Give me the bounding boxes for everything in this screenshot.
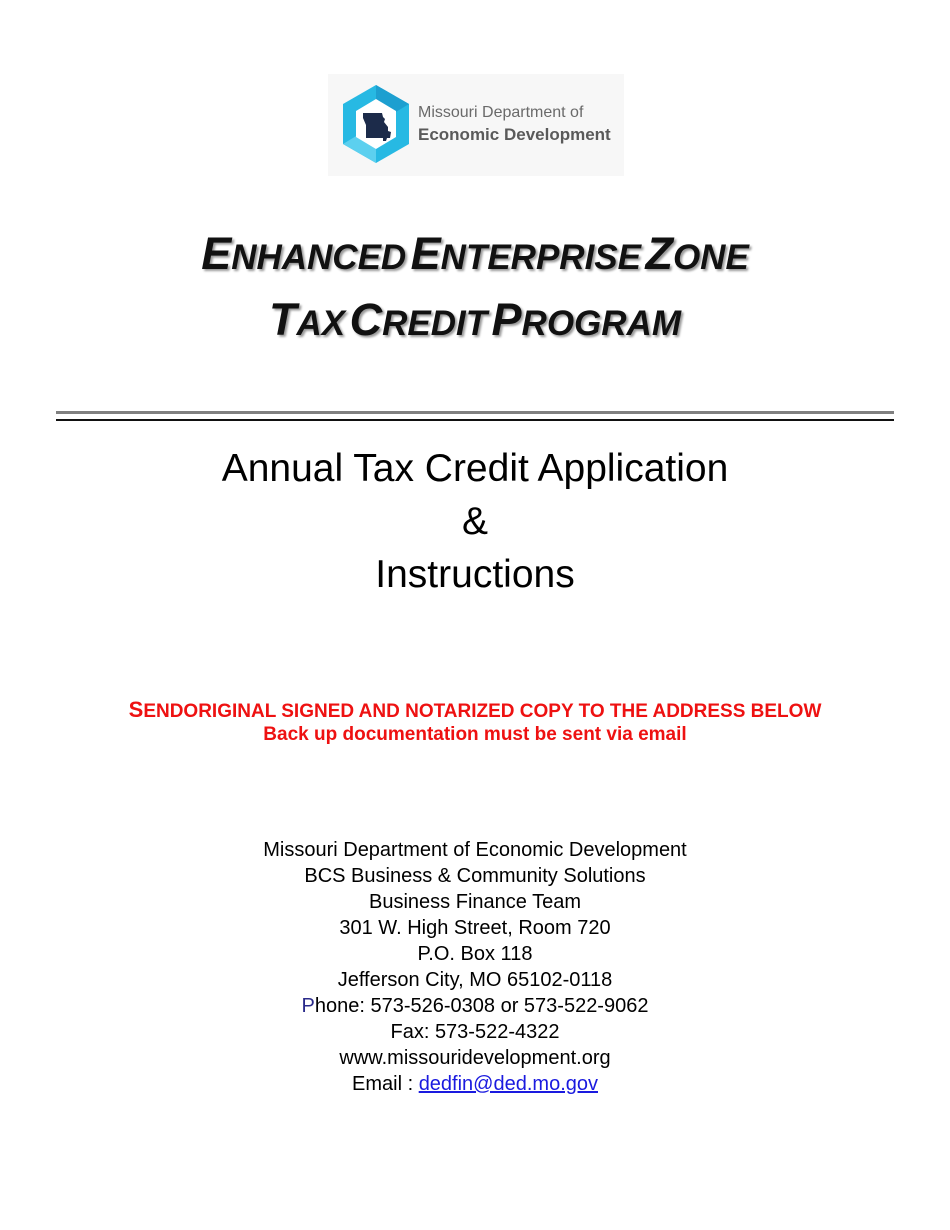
notice-send-original: SENDORIGINAL SIGNED AND NOTARIZED COPY TO THE ADDRESS BELOW	[128, 697, 822, 722]
mailing-address	[0, 837, 950, 1097]
address-website: www.missouridevelopment.org	[339, 1047, 611, 1069]
address-team: Business Finance Team	[369, 891, 581, 913]
notice-backup-email: Back up documentation must be sent via email	[263, 724, 687, 745]
program-title-line1	[0, 224, 950, 295]
address-fax: Fax: 573-522-4322	[390, 1021, 560, 1043]
title-word: ENTERPRISE	[410, 228, 641, 279]
address-city: Jefferson City, MO 65102-0118	[337, 969, 613, 991]
title-word: TAX	[269, 294, 346, 345]
address-email: Email : dedfin@ded.mo.gov	[352, 1073, 598, 1095]
email-link[interactable]: dedfin@ded.mo.gov	[418, 1073, 598, 1095]
application-title: Annual Tax Credit Application	[221, 447, 729, 490]
title-word: CREDIT	[349, 294, 488, 345]
divider-black	[56, 419, 894, 421]
application-instructions: Instructions	[375, 553, 575, 596]
address-division: BCS Business & Community Solutions	[304, 865, 646, 887]
address-phone: Phone: 573-526-0308 or 573-522-9062	[301, 995, 649, 1017]
application-ampersand: &	[461, 500, 488, 543]
divider-gray	[56, 411, 894, 414]
title-word: ZONE	[645, 228, 749, 279]
logo-text-line1: Missouri Department of	[418, 104, 584, 121]
address-po-box: P.O. Box 118	[417, 943, 533, 965]
title-word: ENHANCED	[201, 228, 407, 279]
missouri-hexagon-icon	[338, 82, 414, 168]
mo-ded-logo	[328, 74, 624, 176]
title-word: PROGRAM	[491, 294, 681, 345]
logo-text-line2: Economic Development	[418, 125, 611, 144]
address-street: 301 W. High Street, Room 720	[339, 917, 611, 939]
program-title-line2	[0, 290, 950, 361]
address-org: Missouri Department of Economic Development	[263, 839, 687, 861]
